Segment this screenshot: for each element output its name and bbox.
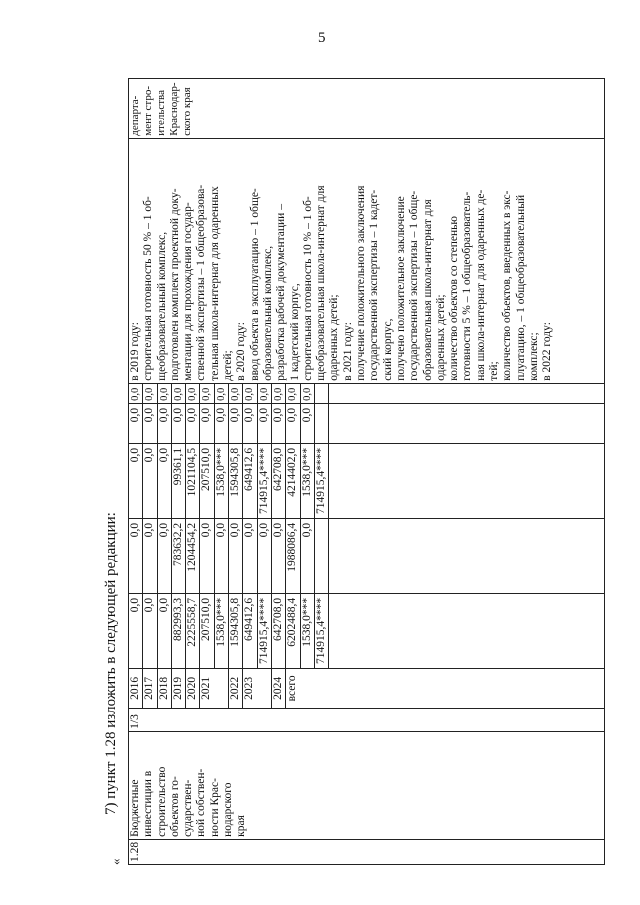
- amount-cell: 1594305,8: [229, 593, 243, 668]
- text-line: ности Крас-: [208, 778, 221, 837]
- text-line: строительная готовность 50 % – 1 об-: [142, 196, 155, 381]
- amount-cell: 714915,4****: [314, 593, 328, 668]
- amount-cell: 0,0: [143, 518, 157, 593]
- text-line: в 2021 году:: [341, 322, 354, 381]
- text-line: получено положительное заключение: [394, 196, 407, 381]
- text-line: строительство: [155, 766, 168, 837]
- text-line: разработка рабочей документации –: [275, 204, 288, 381]
- amount-cell: 0,0: [229, 518, 243, 593]
- year-cell: 2024: [271, 668, 285, 708]
- amount-cell: 0,0: [129, 593, 143, 668]
- amount-cell: 783632,2: [171, 518, 185, 593]
- amount-cell: 0,0: [129, 403, 143, 443]
- text-line: ввод объекта в эксплуатацию – 1 обще-: [248, 188, 261, 381]
- year-cell: 2022: [229, 668, 243, 708]
- amount-cell: 0,0: [143, 403, 157, 443]
- amount-cell: 0,0: [200, 403, 214, 443]
- amount-cell: 0,0: [271, 403, 285, 443]
- text-line: края: [235, 815, 248, 837]
- text-line: Краснодар-: [168, 82, 180, 136]
- amount-cell: 0,0: [214, 518, 228, 593]
- text-line: в 2019 году:: [129, 322, 141, 381]
- amount-cell: 1021104,5: [186, 443, 200, 518]
- text-line: образовательная школа-интернат для: [421, 199, 434, 381]
- amount-cell: 0,0: [200, 518, 214, 593]
- text-line: комплекс;: [527, 332, 540, 381]
- empty-cell: [329, 443, 605, 518]
- amount-cell: 1538,0***: [214, 443, 228, 518]
- amount-cell: 1988086,4: [286, 518, 300, 593]
- text-line: государственной экспертизы – 1 кадет-: [368, 189, 381, 381]
- text-line: подготовлен комплект проектной доку-: [168, 188, 181, 381]
- amount-cell: 642708,0: [271, 443, 285, 518]
- text-line: нодарского: [222, 782, 235, 837]
- amount-cell: 0,0: [214, 383, 228, 403]
- text-line: ная школа-интернат для одаренных де-: [474, 189, 487, 381]
- text-line: в 2020 году:: [235, 322, 248, 381]
- empty-cell: [314, 518, 328, 593]
- text-line: ский корпус,: [381, 318, 394, 381]
- amount-cell: 714915,4****: [314, 443, 328, 518]
- page-number: 5: [318, 30, 326, 46]
- amount-cell: 6202488,4: [286, 593, 300, 668]
- text-line: образовательный комплекс,: [261, 245, 274, 381]
- text-line: одаренных детей;: [434, 294, 447, 381]
- empty-cell: [314, 383, 328, 403]
- amount-cell: 0,0: [271, 383, 285, 403]
- text-line: в 2022 году:: [541, 322, 554, 381]
- amendment-heading: 7) пункт 1.28 изложить в следующей редакции:: [103, 512, 119, 815]
- amount-cell: 0,0: [257, 403, 271, 443]
- amount-cell: 0,0: [214, 403, 228, 443]
- empty-cell: [329, 518, 605, 593]
- amount-cell: 649412,6: [243, 443, 257, 518]
- amount-cell: 649412,6: [243, 593, 257, 668]
- empty-cell: [329, 383, 605, 403]
- amount-cell: 642708,0: [271, 593, 285, 668]
- results-cell: [129, 138, 605, 383]
- table-row: [129, 78, 143, 864]
- text-line: тей;: [488, 361, 501, 381]
- text-line: одаренных детей;: [328, 294, 341, 381]
- amount-cell: 207510,0: [200, 443, 214, 518]
- text-line: детей;: [222, 350, 235, 381]
- empty-cell: [314, 403, 328, 443]
- amount-cell: 0,0: [286, 403, 300, 443]
- text-line: получение положительного заключения: [355, 185, 368, 381]
- year-cell: всего: [286, 668, 605, 708]
- amount-cell: 0,0: [257, 383, 271, 403]
- amount-cell: 0,0: [243, 383, 257, 403]
- text-line: готовности 5 % – 1 общеобразователь-: [461, 191, 474, 381]
- year-cell: 2019: [171, 668, 185, 708]
- text-line: инвестиции в: [142, 770, 155, 837]
- amount-cell: 0,0: [157, 403, 171, 443]
- item-number: 1.28: [129, 839, 605, 864]
- amount-cell: 1538,0***: [214, 593, 228, 668]
- year-cell: 2016: [129, 668, 143, 708]
- amount-cell: 714915,4****: [257, 443, 271, 518]
- text-line: ского края: [181, 87, 193, 136]
- empty-cell: [329, 593, 605, 668]
- amount-cell: 0,0: [129, 443, 143, 518]
- text-line: строительная готовность 10 % – 1 об-: [301, 196, 314, 381]
- results-text: [129, 141, 555, 381]
- amount-cell: 99361,1: [171, 443, 185, 518]
- amount-cell: 0,0: [143, 383, 157, 403]
- amount-cell: 0,0: [157, 383, 171, 403]
- text-line: департа-: [129, 95, 141, 136]
- amount-cell: 0,0: [157, 593, 171, 668]
- amount-cell: 0,0: [157, 443, 171, 518]
- amount-cell: 0,0: [300, 383, 314, 403]
- amount-cell: 0,0: [129, 383, 143, 403]
- text-line: ственной экспертизы – 1 общеобразова-: [195, 184, 208, 381]
- text-line: ной собствен-: [195, 768, 208, 837]
- opening-quote-mark: «: [108, 858, 123, 865]
- year-cell: 2023: [243, 668, 272, 708]
- amount-cell: 1204454,2: [186, 518, 200, 593]
- amount-cell: 0,0: [300, 403, 314, 443]
- text-line: ительства: [155, 90, 167, 136]
- year-cell: 2017: [143, 668, 157, 708]
- year-cell: 2018: [157, 668, 171, 708]
- amount-cell: 0,0: [300, 518, 314, 593]
- amount-cell: 0,0: [286, 383, 300, 403]
- text-line: Бюджетные: [129, 779, 141, 837]
- text-line: 1 кадетский корпус,: [288, 283, 301, 381]
- amount-cell: 0,0: [171, 403, 185, 443]
- amount-cell: 4214402,0: [286, 443, 300, 518]
- amount-cell: 0,0: [186, 383, 200, 403]
- amount-cell: 0,0: [171, 383, 185, 403]
- amount-cell: 2225558,7: [186, 593, 200, 668]
- amount-cell: 0,0: [186, 403, 200, 443]
- amount-cell: 0,0: [229, 383, 243, 403]
- text-line: количество объектов со степенью: [448, 216, 461, 381]
- text-line: щеобразовательная школа-интернат для: [315, 185, 328, 381]
- amount-cell: 0,0: [243, 403, 257, 443]
- text-line: сударствен-: [182, 779, 195, 837]
- amount-cell: 0,0: [157, 518, 171, 593]
- text-line: государственной экспертизы – 1 обще-: [408, 190, 421, 381]
- text-line: тельная школа-интернат для одаренных: [208, 186, 221, 381]
- program-activities-table: [128, 78, 605, 865]
- amount-cell: 1594305,8: [229, 443, 243, 518]
- amount-cell: 0,0: [257, 518, 271, 593]
- amount-cell: 882993,3: [171, 593, 185, 668]
- text-line: объектов го-: [168, 776, 181, 837]
- department-cell: [129, 78, 605, 138]
- text-line: щеобразовательный комплекс,: [155, 231, 168, 381]
- item-code: 1/3: [129, 708, 605, 731]
- text-line: плуатацию, – 1 общеобразовательный: [514, 194, 527, 381]
- amount-cell: 0,0: [129, 518, 143, 593]
- year-cell: 2021: [200, 668, 229, 708]
- amount-cell: 714915,4****: [257, 593, 271, 668]
- item-name: [129, 734, 249, 837]
- year-cell: 2020: [186, 668, 200, 708]
- amount-cell: 0,0: [143, 593, 157, 668]
- amount-cell: 1538,0***: [300, 593, 314, 668]
- amount-cell: 0,0: [243, 518, 257, 593]
- empty-cell: [329, 403, 605, 443]
- responsible-department: [129, 81, 194, 136]
- amount-cell: 1538,0***: [300, 443, 314, 518]
- amount-cell: 207510,0: [200, 593, 214, 668]
- amount-cell: 0,0: [200, 383, 214, 403]
- amount-cell: 0,0: [271, 518, 285, 593]
- text-line: количество объектов, введенных в экс-: [501, 190, 514, 381]
- amount-cell: 0,0: [229, 403, 243, 443]
- text-line: ментации для прохождения государ-: [182, 202, 195, 381]
- amount-cell: 0,0: [143, 443, 157, 518]
- text-line: мент стро-: [142, 85, 154, 136]
- item-name-cell: [129, 731, 605, 839]
